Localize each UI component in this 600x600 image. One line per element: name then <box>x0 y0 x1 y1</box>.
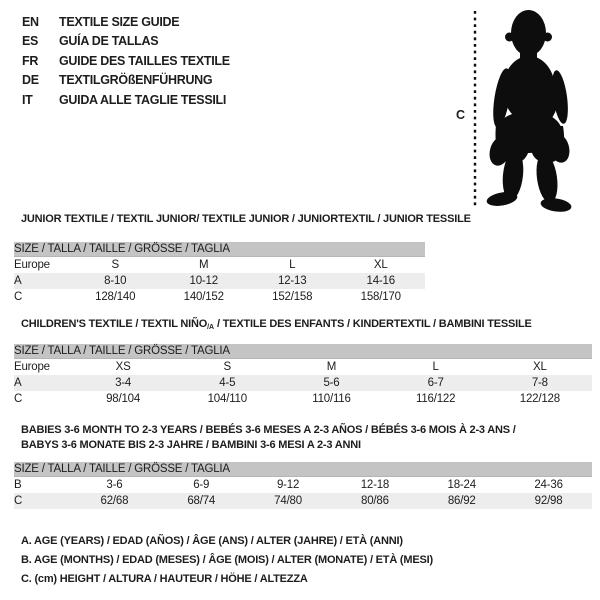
height-measure-label: C <box>456 108 466 122</box>
legend-line-age-years: A. AGE (YEARS) / EDAD (AÑOS) / ÂGE (ANS) / ALTER (JAHRE) / ETÀ (ANNI) <box>21 535 403 547</box>
col-header: XL <box>533 361 547 373</box>
size-header-band: SIZE / TALLA / TAILLE / GRÖSSE / TAGLIA <box>14 344 592 359</box>
language-code: DE <box>22 73 39 88</box>
col-header: XS <box>115 361 131 373</box>
table-row-age <box>14 273 425 289</box>
children-size-table <box>14 344 592 407</box>
language-row <box>22 13 230 32</box>
age-value: 6-7 <box>384 375 488 391</box>
height-value: 68/74 <box>158 493 245 509</box>
months-value: 3-6 <box>106 479 123 491</box>
column-header-row <box>14 257 425 274</box>
table-row-height <box>14 289 425 305</box>
babies-size-table <box>14 462 592 509</box>
guide-title-de: TEXTILGRÖßENFÜHRUNG <box>59 73 213 88</box>
table-row-age <box>14 375 592 391</box>
height-value: 80/86 <box>331 493 418 509</box>
height-value: 74/80 <box>245 493 332 509</box>
language-code: EN <box>22 15 39 29</box>
col-header: M <box>326 361 337 373</box>
height-value: 62/68 <box>71 493 158 509</box>
guide-title-fr: GUIDE DES TAILLES TEXTILE <box>59 53 230 68</box>
age-value: 3-4 <box>71 375 175 391</box>
language-code: IT <box>22 92 33 107</box>
guide-title-es: GUÍA DE TALLAS <box>59 34 159 49</box>
babies-title-line1: BABIES 3-6 MONTH TO 2-3 YEARS / BEBÉS 3-6 MESES A 2-3 AÑOS / BÉBÉS 3-6 MOIS À 2-3 ANS / <box>21 424 516 436</box>
size-header-band: SIZE / TALLA / TAILLE / GRÖSSE / TAGLIA <box>14 242 425 257</box>
col-header: S <box>223 361 232 373</box>
children-title-text: CHILDREN'S TEXTILE / TEXTIL NIÑO <box>21 318 208 330</box>
age-value: 12-13 <box>248 273 337 289</box>
table-row-height <box>14 493 592 509</box>
row-label: C <box>14 493 71 509</box>
height-value: 152/158 <box>272 291 313 303</box>
age-value: 10-12 <box>160 273 249 289</box>
children-section-title <box>21 317 532 335</box>
language-code: FR <box>22 53 39 68</box>
junior-section-title: JUNIOR TEXTILE / TEXTIL JUNIOR/ TEXTILE JUNIOR / JUNIORTEXTIL / JUNIOR TESSILE <box>21 213 471 225</box>
height-value: 116/122 <box>415 393 456 405</box>
babies-section-title <box>21 423 516 453</box>
height-value: 128/140 <box>95 291 136 303</box>
months-value: 6-9 <box>193 479 210 491</box>
row-label: C <box>14 291 23 303</box>
legend-line-age-months: B. AGE (MONTHS) / EDAD (MESES) / ÂGE (MOIS) / ALTER (MONATE) / ETÀ (MESI) <box>21 554 433 566</box>
table-row-height <box>14 391 592 407</box>
height-value: 86/92 <box>418 493 505 509</box>
legend-line-height: C. (cm) HEIGHT / ALTURA / HAUTEUR / HÖHE / ALTEZZA <box>21 573 308 585</box>
column-header-row <box>14 359 592 376</box>
baby-silhouette-icon <box>450 5 590 217</box>
row-label: A <box>14 273 71 289</box>
language-row <box>22 91 230 110</box>
months-value: 9-12 <box>276 479 300 491</box>
language-code: ES <box>22 34 39 49</box>
months-value: 12-18 <box>360 479 390 491</box>
col-header: M <box>199 259 209 271</box>
language-title-list <box>22 13 230 110</box>
col-header: L <box>432 361 439 373</box>
age-value: 4-5 <box>175 375 279 391</box>
age-value: 8-10 <box>71 273 160 289</box>
size-header-band: SIZE / TALLA / TAILLE / GRÖSSE / TAGLIA <box>14 462 592 477</box>
size-header-row <box>14 344 592 359</box>
months-value: 18-24 <box>447 479 476 491</box>
height-value: 110/116 <box>312 393 351 405</box>
guide-title-it: GUIDA ALLE TAGLIE TESSILI <box>59 92 227 107</box>
height-value: 92/98 <box>505 493 592 509</box>
height-value: 158/170 <box>360 291 401 303</box>
row-label: C <box>14 393 23 405</box>
months-value: 24-36 <box>534 479 563 491</box>
children-title-subscript: /A <box>207 324 215 331</box>
language-row <box>22 52 230 71</box>
col-header: S <box>111 259 119 271</box>
col-header: L <box>289 259 296 271</box>
height-value: 104/110 <box>207 393 247 405</box>
language-row <box>22 71 230 90</box>
height-value: 140/152 <box>183 291 224 303</box>
size-header-row <box>14 242 425 257</box>
region-label: Europe <box>14 259 50 271</box>
height-value: 122/128 <box>519 393 560 405</box>
language-row <box>22 32 230 51</box>
measure-legend <box>21 532 433 589</box>
guide-title-en: TEXTILE SIZE GUIDE <box>59 15 180 29</box>
size-header-row <box>14 462 592 477</box>
row-label: A <box>14 375 71 391</box>
region-label: Europe <box>14 361 50 373</box>
children-title-text: / TEXTILE DES ENFANTS / KINDERTEXTIL / BAMBINI TESSILE <box>214 318 532 330</box>
age-value: 7-8 <box>488 375 592 391</box>
baby-silhouette-shapes <box>486 10 573 214</box>
age-value: 5-6 <box>279 375 383 391</box>
height-value: 98/104 <box>106 393 141 405</box>
junior-size-table <box>14 242 425 305</box>
baby-height-figure <box>450 5 590 217</box>
col-header: XL <box>373 259 388 271</box>
age-value: 14-16 <box>337 273 426 289</box>
table-row-age-months <box>14 477 592 494</box>
row-label: B <box>14 479 22 491</box>
babies-title-line2: BABYS 3-6 MONATE BIS 2-3 JAHRE / BAMBINI 3-6 MESI A 2-3 ANNI <box>21 439 361 451</box>
